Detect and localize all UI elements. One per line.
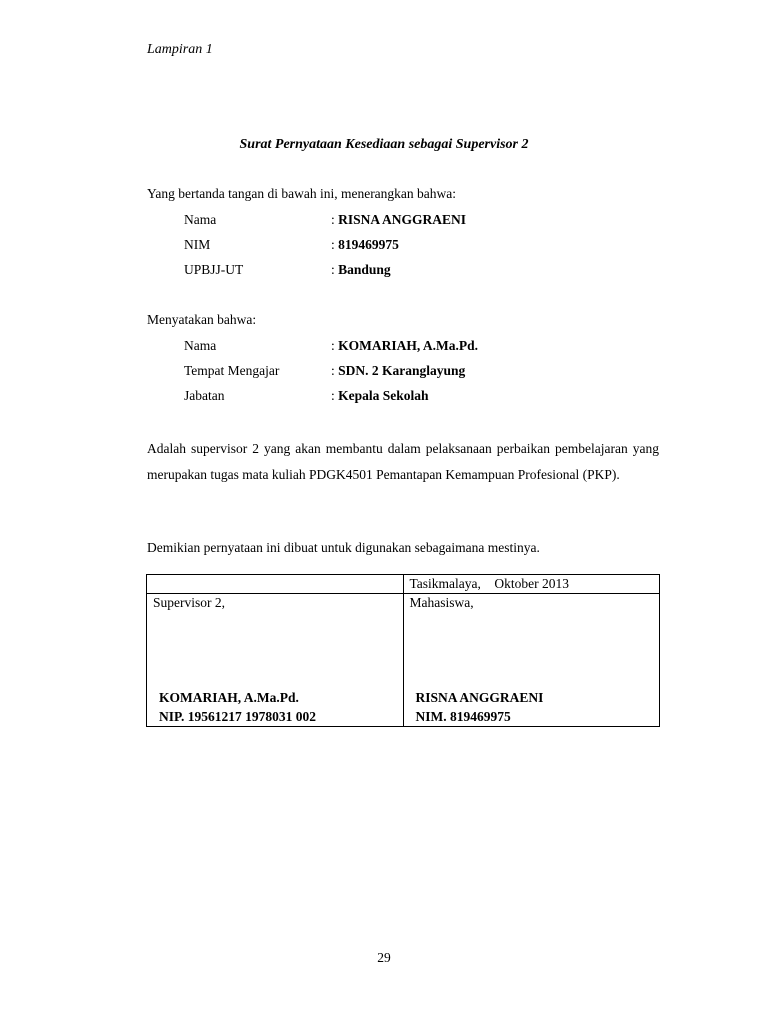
signature-table (146, 574, 660, 727)
student-signature-name: RISNA ANGGRAENI (415, 690, 544, 705)
supervisor-nip: NIP. 19561217 1978031 002 (159, 709, 317, 724)
student-signature-cell (403, 594, 660, 727)
supervisor-signature-cell (147, 594, 404, 727)
student-upbjj-value: : Bandung (331, 262, 391, 277)
lampiran-label: Lampiran 1 (147, 42, 213, 57)
student-nim-label: NIM (184, 237, 211, 252)
supervisor-name-label: Nama (184, 338, 217, 353)
page-number: 29 (377, 950, 391, 965)
supervisor-name-value: : KOMARIAH, A.Ma.Pd. (331, 338, 479, 353)
student-name-label: Nama (184, 212, 217, 227)
signature-table-empty-cell (147, 575, 404, 594)
supervisor-position-label: Jabatan (184, 388, 225, 403)
statement-heading: Menyatakan bahwa: (147, 312, 257, 327)
place-date: Tasikmalaya, Oktober 2013 (403, 575, 660, 594)
intro-text: Yang bertanda tangan di bawah ini, menerangkan bahwa: (147, 186, 457, 201)
supervisor-school-value: : SDN. 2 Karanglayung (331, 363, 466, 378)
body-paragraph: Adalah supervisor 2 yang akan membantu dalam pelaksanaan perbaikan pembelajaran yang merupakan tugas mata kuliah PDGK4501 Pemantapan Kemampuan Profesional (PKP). (147, 441, 659, 482)
student-name-value: : RISNA ANGGRAENI (331, 212, 467, 227)
closing-text: Demikian pernyataan ini dibuat untuk digunakan sebagaimana mestinya. (147, 540, 540, 555)
supervisor-signature-name: KOMARIAH, A.Ma.Pd. (159, 690, 299, 705)
student-upbjj-label: UPBJJ-UT (184, 262, 244, 277)
student-nim: NIM. 819469975 (415, 709, 511, 724)
student-nim-value: : 819469975 (331, 237, 399, 252)
supervisor-position-value: : Kepala Sekolah (331, 388, 429, 403)
supervisor-role: Supervisor 2, (153, 595, 225, 610)
document-title: Surat Pernyataan Kesediaan sebagai Supervisor 2 (239, 137, 529, 152)
student-role: Mahasiswa, (409, 595, 474, 610)
supervisor-school-label: Tempat Mengajar (184, 363, 280, 378)
